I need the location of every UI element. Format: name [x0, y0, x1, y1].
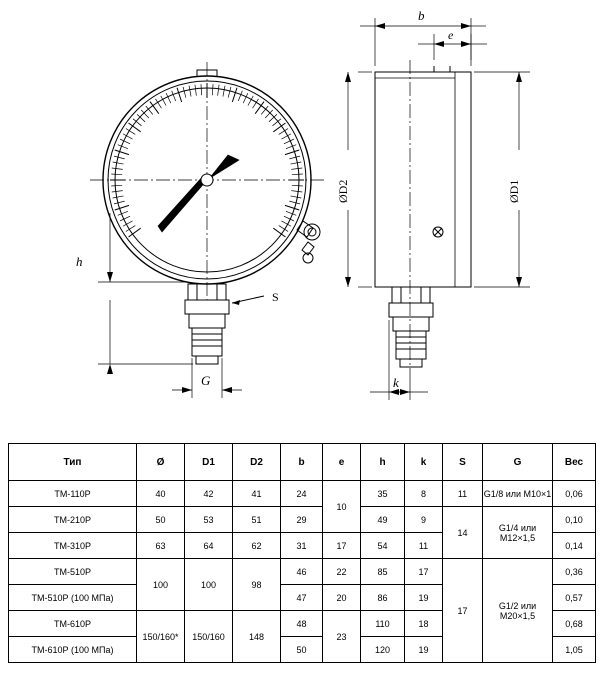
specifications-table: [8, 443, 596, 663]
side-fitting: [297, 221, 320, 263]
cell-e-merged: 10: [323, 481, 361, 533]
label-b: b: [418, 8, 425, 23]
cell-s: 11: [443, 481, 483, 507]
cell-h: 54: [361, 533, 405, 559]
th-weight: Вес: [553, 444, 596, 481]
cell-h: 86: [361, 585, 405, 611]
th-type: Тип: [9, 444, 137, 481]
th-h: h: [361, 444, 405, 481]
cell-d2-merged: 98: [233, 559, 281, 611]
side-stem-assembly: [389, 287, 433, 367]
cell-d1-merged: 100: [185, 559, 233, 611]
label-G: G: [201, 373, 211, 388]
cell-weight: 0,68: [553, 611, 596, 637]
cell-b: 29: [281, 507, 323, 533]
label-D1: ØD1: [507, 179, 521, 203]
cell-b: 31: [281, 533, 323, 559]
dim-D2: [345, 72, 372, 287]
table-header-row: [9, 444, 596, 481]
cell-h: 35: [361, 481, 405, 507]
cell-e-merged: 23: [323, 611, 361, 663]
cell-d: 63: [137, 533, 185, 559]
cell-d1: 42: [185, 481, 233, 507]
table-row: [9, 481, 596, 507]
table-row: [9, 559, 596, 585]
cell-k: 9: [405, 507, 443, 533]
cell-h: 49: [361, 507, 405, 533]
cell-k: 19: [405, 585, 443, 611]
th-b: b: [281, 444, 323, 481]
cell-d-merged: 150/160*: [137, 611, 185, 663]
cell-g-merged: G1/2 или M20×1,5: [483, 559, 553, 663]
dim-D1: [474, 72, 530, 287]
cell-s-merged: 14: [443, 507, 483, 559]
cell-s-merged: 17: [443, 559, 483, 663]
cell-g-merged: G1/4 или M12×1,5: [483, 507, 553, 559]
cell-weight: 0,10: [553, 507, 596, 533]
cell-d2-merged: 148: [233, 611, 281, 663]
cell-weight: 1,05: [553, 637, 596, 663]
s-leader: [232, 296, 264, 305]
th-k: k: [405, 444, 443, 481]
cell-h: 110: [361, 611, 405, 637]
cell-d-merged: 100: [137, 559, 185, 611]
cell-b: 47: [281, 585, 323, 611]
cell-d: 40: [137, 481, 185, 507]
cell-weight: 0,14: [553, 533, 596, 559]
cell-b: 24: [281, 481, 323, 507]
cell-k: 17: [405, 559, 443, 585]
cell-h: 85: [361, 559, 405, 585]
cell-e: 22: [323, 559, 361, 585]
side-top-lug: [434, 66, 450, 72]
cell-type: ТМ-110Р: [9, 481, 137, 507]
table-row: [9, 507, 596, 533]
th-d1: D1: [185, 444, 233, 481]
cell-d1: 53: [185, 507, 233, 533]
cell-type: ТМ-610Р (100 МПа): [9, 637, 137, 663]
cell-d1: 64: [185, 533, 233, 559]
cell-b: 48: [281, 611, 323, 637]
cell-d: 50: [137, 507, 185, 533]
cell-e: 20: [323, 585, 361, 611]
th-s: S: [443, 444, 483, 481]
label-h: h: [76, 254, 83, 269]
label-D2: ØD2: [336, 179, 350, 203]
th-d2: D2: [233, 444, 281, 481]
label-k: k: [393, 375, 399, 390]
cell-b: 50: [281, 637, 323, 663]
cell-b: 46: [281, 559, 323, 585]
cell-k: 19: [405, 637, 443, 663]
cell-h: 120: [361, 637, 405, 663]
cell-g: G1/8 или M10×1: [483, 481, 553, 507]
side-fitting-marker: [433, 227, 443, 237]
th-g: G: [483, 444, 553, 481]
dim-k: [370, 320, 428, 400]
dim-b: [360, 18, 486, 66]
th-e: e: [323, 444, 361, 481]
cell-weight: 0,36: [553, 559, 596, 585]
cell-k: 8: [405, 481, 443, 507]
pointer-hub: [201, 174, 213, 186]
cell-k: 18: [405, 611, 443, 637]
cell-weight: 0,06: [553, 481, 596, 507]
cell-d2: 41: [233, 481, 281, 507]
cell-weight: 0,57: [553, 585, 596, 611]
dim-h: [98, 213, 193, 374]
cell-d2: 51: [233, 507, 281, 533]
cell-type: ТМ-310Р: [9, 533, 137, 559]
pointer-needle: [158, 155, 239, 232]
cell-type: ТМ-510Р: [9, 559, 137, 585]
cell-type: ТМ-610Р: [9, 611, 137, 637]
case-body: [375, 72, 471, 287]
cell-d2: 62: [233, 533, 281, 559]
label-S: S: [272, 290, 279, 304]
cell-d1-merged: 150/160: [185, 611, 233, 663]
th-d: Ø: [137, 444, 185, 481]
cell-type: ТМ-510Р (100 МПа): [9, 585, 137, 611]
cell-type: ТМ-210Р: [9, 507, 137, 533]
cell-e: 17: [323, 533, 361, 559]
specifications-table-container: [8, 443, 595, 663]
cell-k: 11: [405, 533, 443, 559]
label-e: e: [448, 28, 454, 42]
